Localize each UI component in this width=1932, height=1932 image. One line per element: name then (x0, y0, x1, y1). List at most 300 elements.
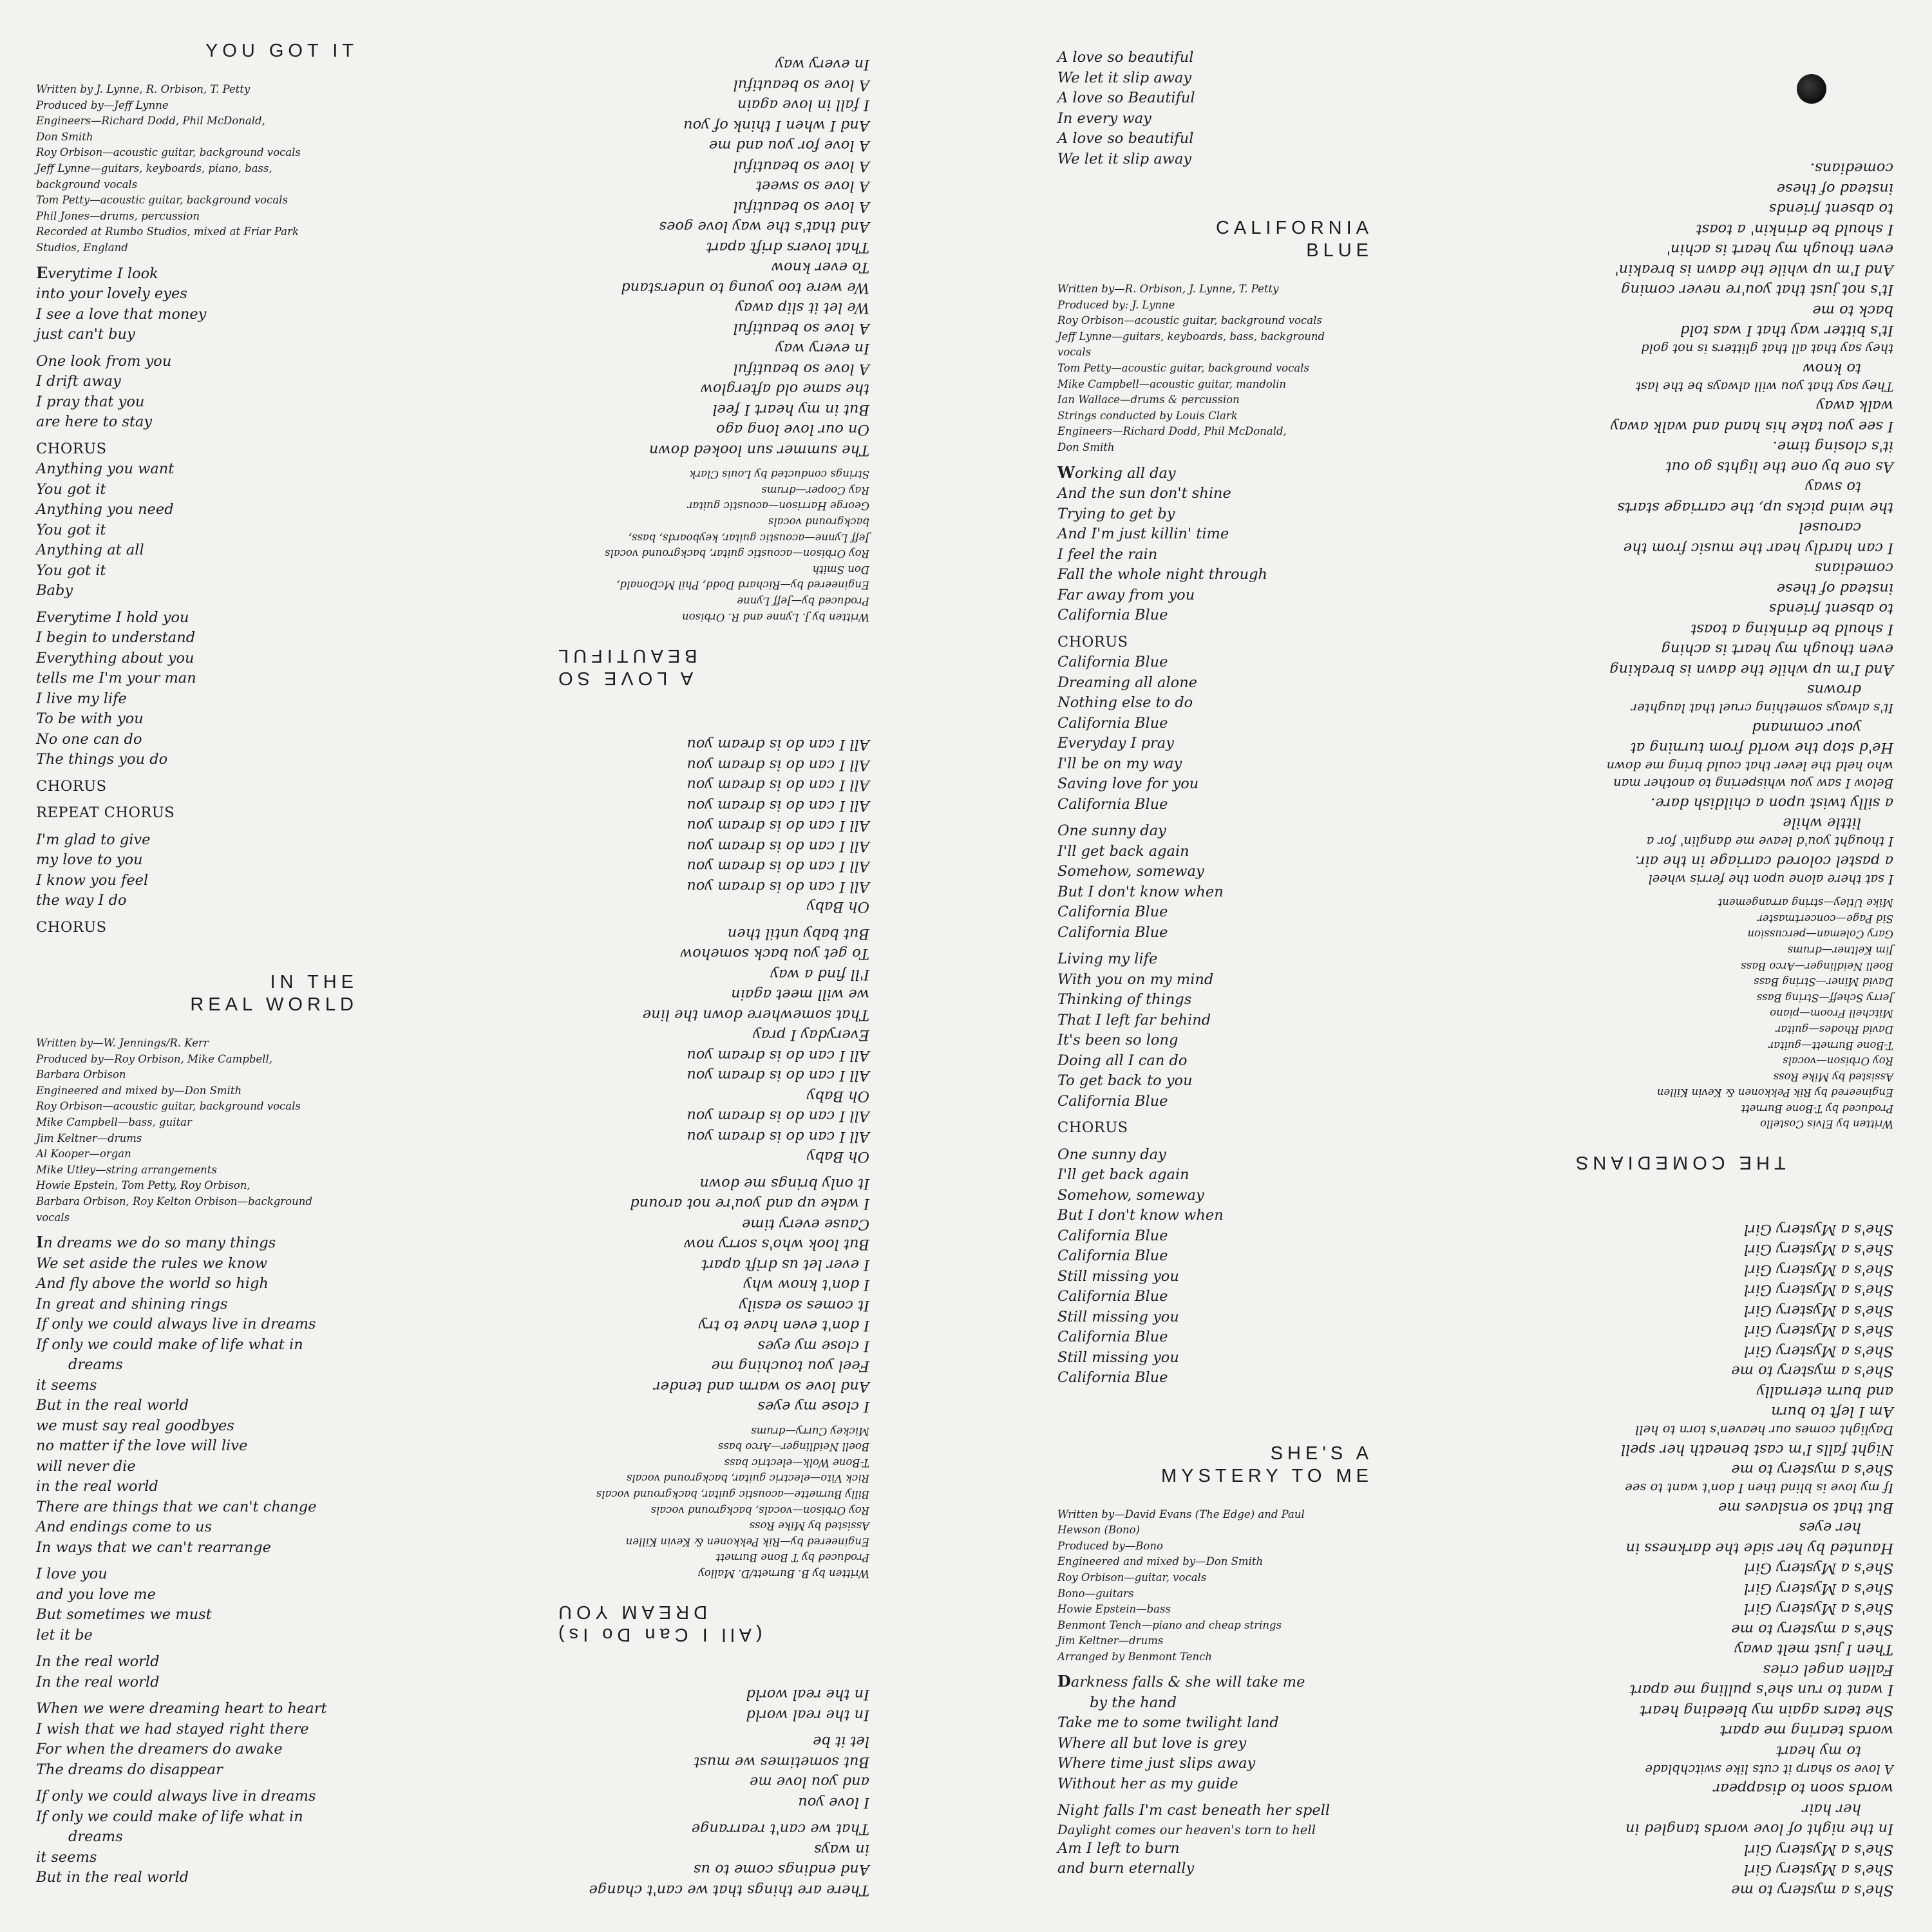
column-1 (36, 40, 358, 1888)
lyrics-california-blue (1057, 462, 1373, 1388)
lyric-line: And I when I think of you (683, 117, 869, 134)
lyric-line: I fall in love again (737, 97, 869, 114)
credit-line: Mike Campbell—bass, guitar (36, 1116, 192, 1128)
stanza (1057, 462, 1373, 626)
stanza (554, 1173, 869, 1416)
lyric-line: And love so warm and tender (653, 1378, 869, 1395)
lyric-line: a pastel colored carriage in the air. (1634, 852, 1893, 869)
lyric-line: who held the lever that could bring me down (1606, 759, 1893, 774)
lyric-line: That I left far behind (1057, 1011, 1211, 1028)
lyric-line: even though my heart is achin' (1666, 241, 1893, 258)
lyric-line: I pray that you (36, 393, 145, 410)
lyric-line: dreams (68, 1828, 123, 1846)
lyric-line: your command (1752, 719, 1861, 736)
lyric-line: Working all day (1057, 462, 1176, 482)
stanza (554, 1819, 869, 1900)
credit-line: Written by—David Evans (The Edge) and Paul (1057, 1508, 1305, 1520)
lyric-line: She's a Mystery Girl (1743, 1861, 1893, 1879)
credit-line: Sid Page—concertmaster (1757, 912, 1893, 925)
lyric-line: And endings come to us (693, 1861, 869, 1879)
credit-line: Benmont Tench—piano and cheap strings (1057, 1618, 1282, 1631)
credits-california-blue (1057, 281, 1373, 456)
lyric-line: CHORUS (36, 777, 107, 795)
lyric-line: No one can do (36, 730, 142, 748)
lyric-line: Fallen angel cries (1763, 1662, 1893, 1678)
credit-line: George Harrison—acoustic guitar (687, 500, 869, 513)
lyrics-dream-you (554, 734, 869, 1417)
credit-line: Produced by—Jeff Lynne (36, 99, 169, 111)
lyric-line: One look from you (36, 352, 172, 370)
lyric-line: Haunted by her side the darkness in (1625, 1540, 1893, 1557)
stanza (1057, 48, 1373, 169)
credit-line: Written by Elvis Costello (1760, 1118, 1893, 1131)
credit-line: Jim Keltner—drums (1057, 1634, 1164, 1647)
stanza (1571, 1219, 1893, 1900)
lyric-line: I see you take his hand and walk away (1610, 417, 1893, 435)
lyric-line: to sway (1805, 478, 1861, 496)
lyric-line: Doing all I can do (1057, 1052, 1188, 1069)
credit-line: David Rhodes—guitar (1776, 1023, 1893, 1036)
stanza (1057, 1671, 1373, 1794)
lyric-line: But in the real world (36, 1397, 189, 1414)
song-title-the-comedians: THE COMEDIANS (1571, 1152, 1786, 1173)
lyric-line: Everyday I pray (1057, 735, 1174, 752)
lyric-line: A love so beautiful (733, 360, 869, 377)
lyric-line: On our love long ago (715, 421, 869, 439)
lyric-line: I should be drinkin' a toast (1696, 220, 1893, 238)
lyric-line: Everytime I look (36, 263, 158, 282)
lyric-line: Somehow, someway (1057, 863, 1204, 880)
lyric-line: Am I left to burn (1057, 1839, 1180, 1857)
lyric-line: Somehow, someway (1057, 1186, 1204, 1204)
lyric-line: California Blue (1057, 1329, 1168, 1346)
credit-line: Barbara Orbison, Roy Kelton Orbison—background (36, 1195, 312, 1208)
column-2 (554, 39, 869, 1906)
credit-line: Engineered by—Rik Pekkonen & Kevin Killen (625, 1535, 869, 1548)
lyric-line: I want to run she's pulling me apart (1629, 1681, 1893, 1699)
credit-line: background vocals (36, 178, 138, 191)
lyric-line: walk away (1816, 397, 1893, 415)
lyric-line: little while (1783, 815, 1861, 832)
lyric-line: She's a mystery to me (1731, 1882, 1893, 1899)
credit-line: David Miner—String Bass (1754, 976, 1893, 989)
lyric-line: comedians. (1810, 160, 1893, 177)
lyric-line: in ways (814, 1841, 869, 1858)
song-title-shes-a-mystery-to-me: SHE'S A MYSTERY TO ME (1161, 1443, 1373, 1486)
lyric-line: Saving love for you (1057, 775, 1199, 793)
lyric-line: Anything you need (36, 501, 174, 518)
lyric-line: With you on my mind (1057, 971, 1214, 988)
lyric-line: I'll find a way (770, 965, 869, 983)
credit-line: Strings conducted by Louis Clark (689, 468, 869, 481)
lyric-line: I'll get back again (1057, 842, 1189, 860)
credit-line: Engineers—Richard Dodd, Phil McDonald, (1057, 425, 1287, 438)
lyric-line: One sunny day (1057, 1146, 1166, 1163)
lyric-line: For when the dreamers do awake (36, 1741, 283, 1758)
lyric-line: CHORUS (36, 918, 107, 936)
credit-line: Ray Cooper—drums (761, 484, 869, 497)
lyrics-a-love-so-beautiful (554, 54, 869, 460)
ink-blot (1797, 74, 1826, 104)
lyric-line: I live my life (36, 690, 127, 707)
lyric-line: To ever know (771, 259, 869, 276)
lyric-line: To get you back somehow (679, 945, 869, 963)
lyric-line: But sometimes we must (36, 1606, 212, 1624)
lyric-line: A love so Beautiful (1057, 90, 1195, 106)
stanza (36, 608, 358, 770)
lyric-line: If only we could make of life what in (36, 1808, 303, 1825)
credit-line: Written by—W. Jennings/R. Kerr (36, 1037, 209, 1050)
lyric-line: She's a Mystery Girl (1743, 1282, 1893, 1299)
lyric-line: That somewhere down the line (642, 1006, 869, 1023)
lyric-line: And the sun don't shine (1057, 485, 1231, 502)
lyric-line: words tearing me apart (1719, 1722, 1893, 1739)
lyric-line: A love so beautiful (733, 319, 869, 337)
lyric-line: I love you (36, 1566, 108, 1583)
lyric-line: CHORUS (36, 440, 107, 457)
column-4 (1571, 39, 1893, 1906)
credit-line: Al Kooper—organ (36, 1148, 131, 1160)
lyric-line: her eyes (1799, 1519, 1861, 1537)
lyric-line: All I can do is dream you (687, 1128, 869, 1145)
lyric-line: let it be (36, 1626, 93, 1643)
credit-line: Ian Wallace—drums & percussion (1057, 393, 1240, 406)
stanza (554, 734, 869, 917)
lyric-line: the wind picks up, the carriage starts (1617, 498, 1893, 516)
lyric-line: to my heart (1776, 1743, 1861, 1759)
lyric-line: the way I do (36, 892, 127, 909)
lyric-line: California Blue (1057, 1369, 1168, 1387)
stanza (1057, 632, 1373, 815)
lyric-line: I close my eyes (757, 1337, 869, 1354)
credit-line: Produced by: J. Lynne (1057, 298, 1175, 311)
stanza (36, 1652, 358, 1692)
lyric-line: The summer sun looked down (649, 441, 869, 459)
lyric-line: California Blue (1057, 904, 1168, 921)
lyric-line: Fall the whole night through (1057, 566, 1267, 583)
lyric-line: But baby until then (727, 925, 869, 942)
credit-line: Produced by T Bone Burnett (715, 1551, 869, 1564)
lyric-line: Still missing you (1057, 1267, 1179, 1285)
lyric-line: Where all but love is grey (1057, 1734, 1247, 1752)
stanza (36, 1564, 358, 1645)
lyric-line: All I can do is dream you (687, 1067, 869, 1084)
stanza (36, 1699, 358, 1780)
credit-line: Barbara Orbison (36, 1068, 126, 1081)
credit-line: Rick Vito—electric guitar, background vocals (626, 1472, 869, 1485)
credit-line: Studios, England (36, 241, 128, 254)
lyric-line: I should be drinking a toast (1690, 620, 1893, 638)
lyric-line: As one by one the lights go out (1665, 458, 1893, 475)
lyric-line: All I can do is dream you (687, 858, 869, 875)
lyric-line: we must say real goodbyes (36, 1417, 234, 1434)
credit-line: Howie Epstein—bass (1057, 1603, 1171, 1616)
lyric-line: Everything about you (36, 649, 194, 667)
lyric-line: When we were dreaming heart to heart (36, 1700, 327, 1718)
lyric-line: But I don't know when (1057, 1207, 1224, 1224)
credit-line: Roy Orbison—acoustic guitar, background vocals (36, 146, 301, 159)
credit-line: Mike Utley—string arrangements (36, 1163, 217, 1176)
stanza (1057, 1801, 1373, 1879)
lyric-line: But look who's sorry now (683, 1236, 869, 1253)
credit-line: Strings conducted by Louis Clark (1057, 409, 1238, 422)
lyric-line: it seems (36, 1848, 97, 1866)
lyric-line: Everyday I pray (753, 1027, 869, 1044)
lyric-line: We were too young to understand (621, 279, 869, 296)
credit-line: Written by—R. Orbison, J. Lynne, T. Petty (1057, 283, 1279, 295)
lyric-line: Daylight comes our heaven's torn to hell (1057, 1822, 1316, 1837)
lyric-line: You got it (36, 521, 106, 538)
lyric-line: Oh Baby (806, 898, 869, 916)
lyric-line: into your lovely eyes (36, 285, 187, 303)
lyric-line: All I can do is dream you (687, 756, 869, 773)
lyric-line: Oh Baby (806, 1087, 869, 1104)
credit-line: Howie Epstein, Tom Petty, Roy Orbison, (36, 1179, 251, 1192)
lyric-line: I know you feel (36, 871, 149, 889)
lyric-line: I don't know why (743, 1276, 869, 1294)
lyric-line: All I can do is dream you (687, 1046, 869, 1064)
lyrics-you-got-it (36, 263, 358, 938)
lyric-line: It's bitter way that I was told (1680, 322, 1893, 339)
lyric-line: Thinking of things (1057, 991, 1192, 1009)
lyric-line: To be with you (36, 710, 144, 728)
stanza (36, 830, 358, 911)
lyric-line: comedians (1815, 560, 1893, 577)
lyric-line: Below I saw you whispering to another man (1613, 776, 1893, 791)
stanza (36, 1786, 358, 1888)
lyric-line: He'd stop the world from turning at (1630, 739, 1893, 757)
lyric-line: to absent friends (1768, 200, 1893, 218)
credit-line: Engineers—Richard Dodd, Phil McDonald, (36, 115, 265, 128)
lyric-line: California Blue (1057, 923, 1168, 941)
lyric-line: CHORUS (1057, 1119, 1128, 1137)
credits-shes-a-mystery-to-me (1057, 1507, 1373, 1665)
lyric-line: will never die (36, 1457, 136, 1475)
credit-line: Don Smith (1057, 440, 1115, 453)
song-title-california-blue: CALIFORNIA BLUE (1215, 218, 1373, 261)
lyric-line: And I'm just killin' time (1057, 526, 1229, 543)
lyric-line: we will meet again (731, 986, 869, 1003)
lyric-line: I thought you'd leave me danglin' for a (1646, 834, 1893, 849)
lyric-line: I'll get back again (1057, 1166, 1189, 1184)
lyric-line: In the real world (746, 1707, 869, 1723)
lyric-line: Baby (36, 582, 73, 600)
credit-line: Engineered by—Richard Dodd, Phil McDonald, (616, 579, 869, 592)
lyric-line: And fly above the world so high (36, 1275, 269, 1293)
stanza (554, 923, 869, 1166)
lyric-line: She's a Mystery Girl (1743, 1841, 1893, 1858)
credits-in-the-real-world (36, 1036, 358, 1226)
lyrics-the-comedians (1571, 158, 1893, 888)
lyric-line: Am I left to burn (1771, 1403, 1893, 1421)
credits-you-got-it (36, 82, 358, 256)
lyric-line: California Blue (1057, 714, 1168, 732)
lyric-line: Take me to some twilight land (1057, 1714, 1279, 1732)
credit-line: Don Smith (812, 563, 869, 576)
credit-line: Jim Keltner—drums (1787, 943, 1893, 956)
credit-line: Hewson (Bono) (1057, 1524, 1141, 1537)
lyrics-in-the-real-world-continued (554, 1684, 869, 1900)
lyric-line: We let it slip away (735, 299, 869, 317)
lyric-line: a silly twist upon a childish dare. (1651, 794, 1893, 811)
lyric-line: She tears again my bleeding heart (1640, 1702, 1893, 1719)
lyric-line: and burn eternally (1057, 1860, 1195, 1877)
lyric-line: I close my eyes (757, 1398, 869, 1416)
lyric-line: I wish that we had stayed right there (36, 1720, 309, 1738)
lyric-line: It's always something cruel that laughter (1631, 701, 1893, 716)
lyric-line: are here to stay (36, 413, 153, 431)
lyric-line: It's not just that you're never coming (1621, 281, 1893, 299)
lyric-line: her hair (1802, 1801, 1861, 1817)
lyric-line: There are things that we can't change (36, 1498, 317, 1515)
lyric-line: We set aside the rules we know (36, 1255, 267, 1272)
stanza (1571, 158, 1893, 888)
lyric-line: She's a Mystery Girl (1743, 1560, 1893, 1577)
credit-line: Roy Orbison—guitar, vocals (1057, 1571, 1207, 1584)
song-title-dream-you: (All I Can Do Is) DREAM YOU (554, 1602, 762, 1645)
lyric-line: She's a mystery to me (1731, 1363, 1893, 1380)
column-3 (1057, 41, 1373, 1879)
lyric-line: I can hardly hear the music from the (1623, 539, 1893, 556)
lyric-line: back to me (1812, 301, 1893, 319)
credit-line: Mitchell Froom—piano (1770, 1007, 1893, 1020)
credit-line: vocals (1057, 346, 1092, 359)
lyric-line: even though my heart is aching (1661, 641, 1893, 658)
lyric-line: In every way (775, 56, 869, 73)
lyric-line: She's a Mystery Girl (1743, 1322, 1893, 1340)
lyric-line: But that so enslaves me (1718, 1499, 1893, 1516)
lyric-line: We let it slip away (1057, 150, 1192, 167)
lyric-line: they say that all that glitters is not gold (1641, 341, 1893, 357)
lyric-line: my love to you (36, 851, 143, 869)
lyric-line: But in my heart I feel (712, 401, 869, 418)
credit-line: Written by B. Burnett/D. Malloy (698, 1567, 869, 1580)
credit-line: Roy Orbison—acoustic guitar, background vocals (605, 547, 869, 560)
credit-line: Engineered and mixed by—Don Smith (1057, 1555, 1264, 1568)
lyric-line: Trying to get by (1057, 505, 1175, 522)
lyric-line: carousel (1799, 519, 1861, 536)
song-title-a-love-so-beautiful: A LOVE SO BEAUTIFUL (554, 645, 697, 688)
credit-line: Produced by—Bono (1057, 1539, 1163, 1552)
lyric-line: California Blue (1057, 1092, 1168, 1110)
lyric-line: Still missing you (1057, 1349, 1179, 1366)
lyric-line: words soon to disappear (1713, 1780, 1893, 1797)
lyric-line: I wake up and you're not around (630, 1195, 869, 1213)
lyric-line: A love for you and me (708, 137, 869, 155)
stanza (1057, 949, 1373, 1112)
lyric-line: CHORUS (1057, 633, 1128, 650)
credit-line: Jeff Lynne—acoustic guitar, keyboards, bass, (628, 531, 869, 544)
lyric-line: One sunny day (1057, 822, 1166, 840)
lyric-line: drowns (1806, 681, 1861, 699)
lyric-line: I sat there alone upon the ferris wheel (1648, 871, 1893, 887)
lyric-line: She's a mystery to me (1731, 1621, 1893, 1638)
credit-line: Jeff Lynne—guitars, keyboards, piano, bass, (36, 162, 272, 175)
stanza (36, 918, 358, 938)
credit-line: Roy Orbison—acoustic guitar, background vocals (36, 1100, 301, 1113)
lyric-line: In every way (775, 340, 869, 357)
lyric-line: If only we could make of life what in (36, 1336, 303, 1353)
lyric-line: I'm glad to give (36, 831, 151, 848)
credit-line: Boell Neidlinger—Arco Bass (1741, 960, 1893, 972)
lyric-line: She's a Mystery Girl (1743, 1600, 1893, 1618)
lyric-line: Everytime I hold you (36, 609, 189, 626)
credit-line: Jeff Lynne—guitars, keyboards, bass, background (1057, 330, 1325, 343)
lyric-line: They say that you will always be the last (1636, 379, 1893, 394)
lyric-line: it's closing time. (1772, 438, 1893, 455)
credit-line: Engineered and mixed by—Don Smith (36, 1084, 242, 1097)
lyric-line: instead of these (1776, 580, 1893, 597)
lyric-line: dreams (68, 1356, 123, 1374)
lyric-line: You got it (36, 562, 106, 579)
lyric-line: A love so sweet (755, 178, 869, 195)
credit-line: Jerry Scheff—String Bass (1756, 991, 1893, 1004)
lyric-line: California Blue (1057, 1288, 1168, 1305)
lyric-line: REPEAT CHORUS (36, 804, 175, 822)
credit-line: Mike Campbell—acoustic guitar, mandolin (1057, 377, 1287, 390)
credit-line: Tom Petty—acoustic guitar, background vocals (1057, 361, 1309, 374)
lyric-line: A love so sharp it cuts like switchblade (1645, 1762, 1893, 1777)
lyric-line: and you love me (750, 1774, 869, 1791)
stanza (1057, 1118, 1373, 1139)
lyric-line: Oh Baby (806, 1148, 869, 1166)
lyric-line: She's a Mystery Girl (1743, 1580, 1893, 1597)
stanza (1057, 821, 1373, 943)
lyric-line: But sometimes we must (694, 1754, 869, 1770)
credit-line: T-Bone Burnett—guitar (1768, 1039, 1893, 1052)
credit-line: background vocals (768, 516, 869, 528)
credit-line: Boell Neidlinger—Arco bass (717, 1441, 869, 1454)
lyric-line: It comes so easily (739, 1296, 869, 1314)
stanza (36, 439, 358, 601)
credit-line: Written by J. Lynne, R. Orbison, T. Petty (36, 83, 251, 95)
lyric-line: She's a Mystery Girl (1743, 1302, 1893, 1319)
lyric-line: Dreaming all alone (1057, 674, 1198, 691)
credit-line: Engineered by Rik Pekkonen & Kevin Killen (1656, 1086, 1893, 1099)
lyric-line: In the real world (36, 1653, 160, 1671)
credit-line: Gary Coleman—percussion (1747, 928, 1893, 941)
lyric-line: If only we could always live in dreams (36, 1316, 316, 1333)
lyric-line: Without her as my guide (1057, 1775, 1238, 1792)
lyric-line: Then I just melt away (1734, 1641, 1893, 1658)
stanza (554, 1731, 869, 1812)
lyric-line: Darkness falls & she will take me (1057, 1672, 1305, 1691)
stanza (554, 54, 869, 460)
credits-dream-you (554, 1423, 869, 1581)
stanza (554, 1684, 869, 1725)
stanza (1057, 1145, 1373, 1388)
credit-line: Bono—guitars (1057, 1587, 1134, 1600)
lyrics-a-love-so-beautiful-continued (1057, 48, 1373, 169)
lyric-line: to know (1803, 359, 1861, 377)
lyric-line: But in the real world (36, 1869, 189, 1886)
lyric-line: I ever let us drift apart (701, 1256, 869, 1273)
lyric-line: Living my life (1057, 951, 1158, 968)
lyric-line: just can't buy (36, 326, 135, 343)
lyric-line: In the real world (746, 1686, 869, 1703)
lyric-line: In the night of love words tangled in (1625, 1821, 1893, 1838)
lyric-line: All I can do is dream you (687, 837, 869, 855)
stanza (36, 352, 358, 433)
lyric-line: And I'm up while the dawn is breaking (1609, 661, 1893, 678)
lyric-line: Feel you touching me (711, 1358, 869, 1375)
lyric-line: All I can do is dream you (687, 736, 869, 753)
lyric-line: There are things that we can't change (589, 1882, 869, 1899)
lyric-line: California Blue (1057, 795, 1168, 813)
stanza (36, 777, 358, 797)
credit-line: Produced by—Roy Orbison, Mike Campbell, (36, 1052, 272, 1065)
credit-line: Written by J. Lynne and R. Orbison (682, 611, 869, 623)
